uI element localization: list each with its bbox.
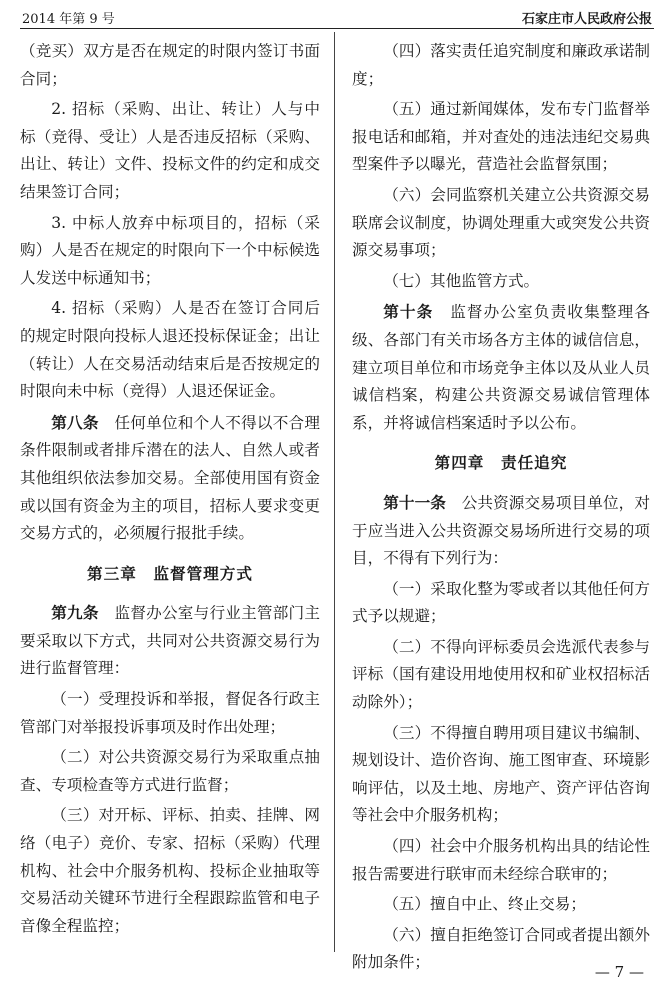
paragraph: （四）落实责任追究制度和廉政承诺制度； xyxy=(352,42,650,88)
paragraph: （四）社会中介服务机构出具的结论性报告需要进行联审而未经综合联审的； xyxy=(352,837,650,883)
article-text: 任何单位和个人不得以不合理条件限制或者排斥潜在的法人、自然人或者其他组织依法参加交易。全部使用国有资金或以国有资金为主的项目，招标人要求变更交易方式的，必须履行报批手续。 xyxy=(20,413,320,543)
paragraph: （二）不得向评标委员会选派代表参与评标（国有建设用地使用权和矿业权招标活动除外）； xyxy=(352,637,650,712)
issue-label: 2014 年第 9 号 xyxy=(22,12,115,27)
article-text: 监督办公室负责收集整理各级、各部门有关市场各方主体的诚信信息，建立项目单位和市场竞争主体以及从业人员诚信档案，构建公共资源交易诚信管理体系，并将诚信档案适时予以公布。 xyxy=(352,303,650,432)
left-column xyxy=(20,38,320,943)
paragraph: （六）会同监察机关建立公共资源交易联席会议制度，协调处理重大或突发公共资源交易事项； xyxy=(352,185,650,260)
chapter-heading: 第三章 监督管理方式 xyxy=(87,563,253,583)
article-text: 监督办公室与行业主管部门主要采取以下方式，共同对公共资源交易行为进行监督管理： xyxy=(20,604,320,678)
article-text: 公共资源交易项目单位，对于应当进入公共资源交易场所进行交易的项目，不得有下列行为： xyxy=(352,493,650,568)
article-paragraph xyxy=(20,599,320,683)
article-paragraph xyxy=(352,298,650,437)
article-label: 第八条 xyxy=(51,412,99,432)
right-column xyxy=(352,38,650,980)
article-paragraph xyxy=(20,409,320,548)
column-divider xyxy=(334,32,335,952)
paragraph: 3. 中标人放弃中标项目的，招标（采购）人是否在规定的时限向下一个中标候选人发送中标通知书； xyxy=(20,213,320,287)
paragraph: 2. 招标（采购、出让、转让）人与中标（竞得、受让）人是否违反招标（采购、出让、转让）文件、投标文件的约定和成交结果签订合同； xyxy=(20,100,320,201)
article-label: 第十一条 xyxy=(383,492,446,512)
paragraph: （五）通过新闻媒体，发布专门监督举报电话和邮箱，并对查处的违法违纪交易典型案件予以曝光，营造社会监督氛围； xyxy=(352,100,650,174)
paragraph: （竞买）双方是否在规定的时限内签订书面合同； xyxy=(20,42,320,88)
paragraph: （一）受理投诉和举报，督促各行政主管部门对举报投诉事项及时作出处理； xyxy=(20,690,320,736)
paragraph: 4. 招标（采购）人是否在签订合同后的规定时限向投标人退还投标保证金；出让（转让）人在交易活动结束后是否按规定的时限向未中标（竞得）人退还保证金。 xyxy=(20,299,320,401)
paragraph: （五）擅自中止、终止交易； xyxy=(383,895,586,914)
article-paragraph xyxy=(352,489,650,573)
publication-title: 石家庄市人民政府公报 xyxy=(521,12,652,27)
paragraph: （六）擅自拒绝签订合同或者提出额外附加条件； xyxy=(352,925,650,972)
paragraph: （一）采取化整为零或者以其他任何方式予以规避； xyxy=(352,579,650,626)
paragraph: （七）其他监管方式。 xyxy=(383,271,540,290)
page-number: — 7 — xyxy=(594,963,644,981)
paragraph: （三）对开标、评标、拍卖、挂牌、网络（电子）竞价、专家、招标（采购）代理机构、社会中介服务机构、投标企业抽取等交易活动关键环节进行全程跟踪监管和电子音像全程监控； xyxy=(20,806,320,935)
page-header xyxy=(20,6,654,29)
paragraph: （三）不得擅自聘用项目建议书编制、规划设计、造价咨询、施工图审查、环境影响评估，以及土地、房地产、资产评估咨询等社会中介服务机构； xyxy=(352,723,650,825)
paragraph: （二）对公共资源交易行为采取重点抽查、专项检查等方式进行监督； xyxy=(20,748,320,794)
chapter-heading: 第四章 责任追究 xyxy=(434,453,568,473)
article-label: 第九条 xyxy=(51,603,99,623)
article-label: 第十条 xyxy=(383,302,434,322)
